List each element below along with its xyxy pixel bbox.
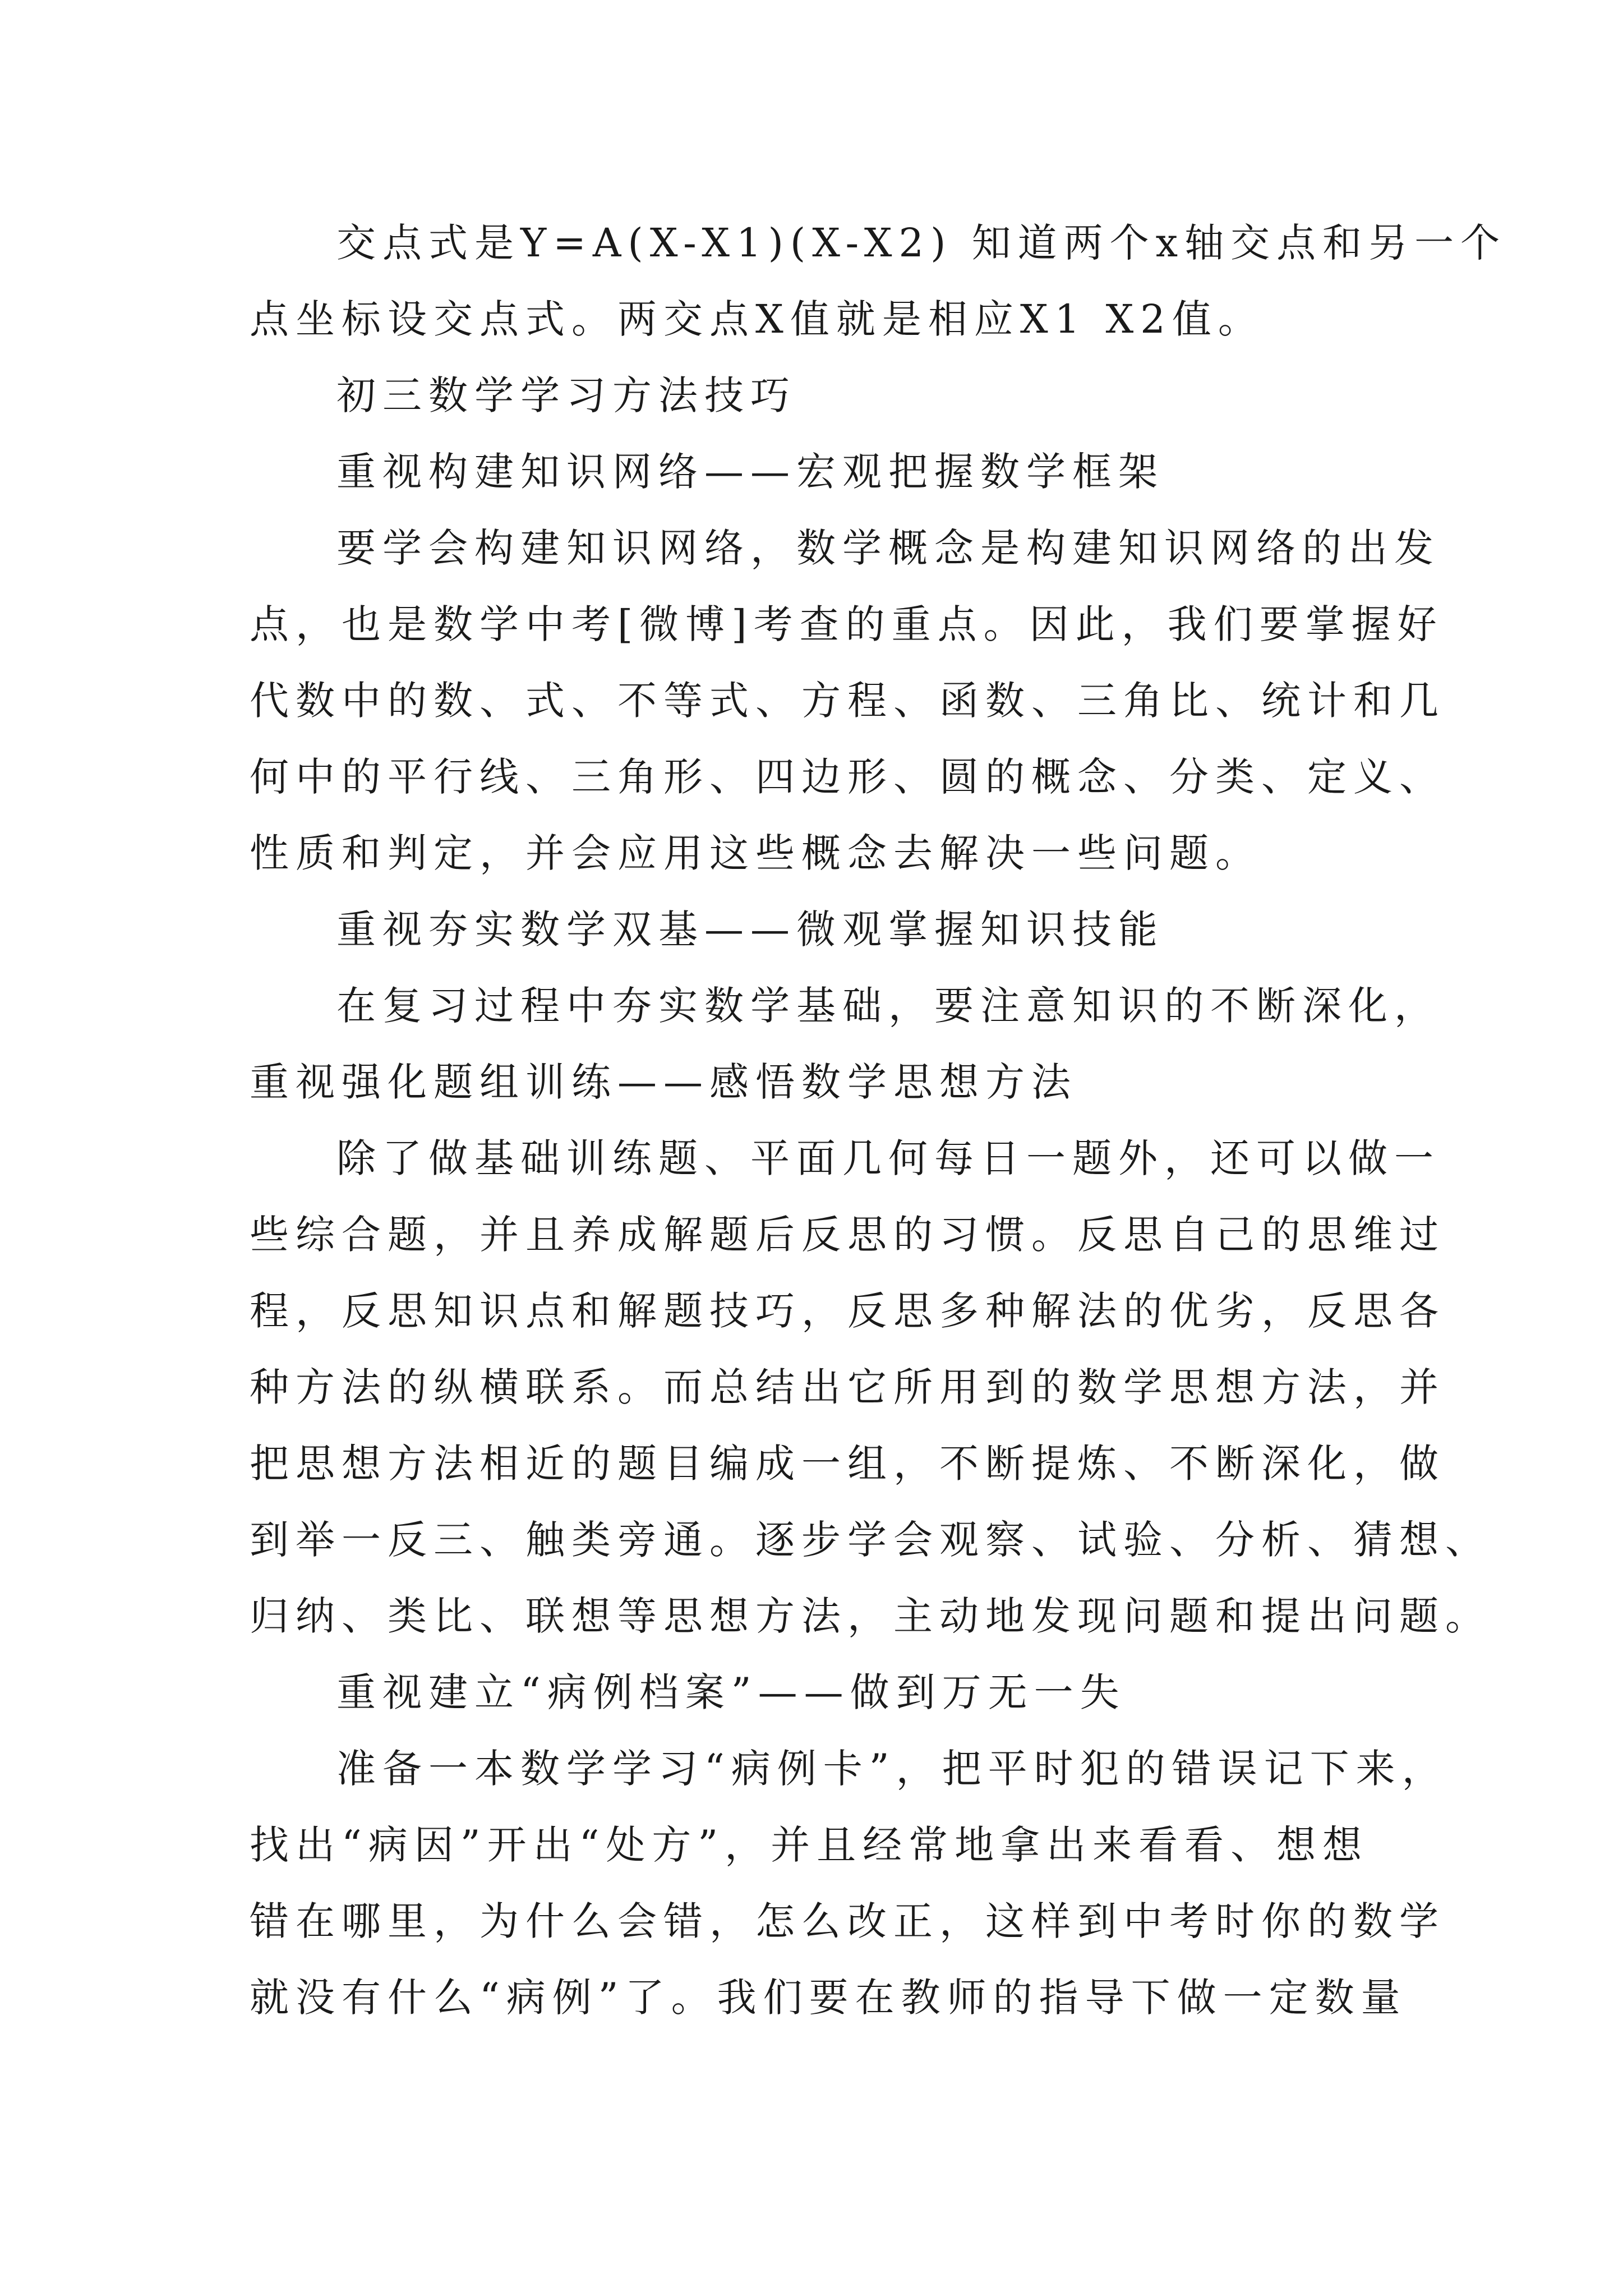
subheading: 重视建立“病例档案”——做到万无一失: [336, 1669, 1126, 1715]
text-line: 代数中的数、式、不等式、方程、函数、三角比、统计和几: [250, 678, 1445, 724]
text-line: 错在哪里，为什么会错，怎么改正，这样到中考时你的数学: [250, 1898, 1445, 1944]
text-line: 把思想方法相近的题目编成一组，不断提炼、不断深化，做: [250, 1441, 1445, 1487]
text-line: 准备一本数学学习“病例卡”，把平时犯的错误记下来，: [336, 1746, 1448, 1792]
text-line: 些综合题，并且养成解题后反思的习惯。反思自己的思维过: [250, 1212, 1445, 1258]
text-line: 点，也是数学中考[微博]考查的重点。因此，我们要掌握好: [250, 601, 1444, 647]
text-line: 到举一反三、触类旁通。逐步学会观察、试验、分析、猜想、: [250, 1517, 1491, 1563]
text-line: 点坐标设交点式。两交点X值就是相应X1 X2值。: [250, 296, 1264, 342]
text-line: 种方法的纵横联系。而总结出它所用到的数学思想方法，并: [250, 1364, 1445, 1410]
section-heading: 初三数学学习方法技巧: [336, 372, 796, 418]
text-line: 程，反思知识点和解题技巧，反思多种解法的优劣，反思各: [250, 1288, 1445, 1334]
text-line: 找出“病因”开出“处方”，并且经常地拿出来看看、想想: [250, 1822, 1369, 1868]
text-line: 归纳、类比、联想等思想方法，主动地发现问题和提出问题。: [250, 1593, 1491, 1639]
text-line: 要学会构建知识网络，数学概念是构建知识网络的出发: [336, 525, 1440, 571]
text-line: 何中的平行线、三角形、四边形、圆的概念、分类、定义、: [250, 754, 1445, 800]
subheading: 重视构建知识网络——宏观把握数学框架: [336, 449, 1164, 495]
text-line: 就没有什么“病例”了。我们要在教师的指导下做一定数量: [250, 1975, 1407, 2021]
text-line: 性质和判定，并会应用这些概念去解决一些问题。: [250, 830, 1261, 876]
subheading: 重视强化题组训练——感悟数学思想方法: [250, 1059, 1077, 1105]
text-line: 交点式是Y=A(X-X1)(X-X2) 知道两个x轴交点和另一个: [336, 220, 1507, 266]
subheading: 重视夯实数学双基——微观掌握知识技能: [336, 907, 1164, 953]
text-line: 在复习过程中夯实数学基础，要注意知识的不断深化，: [336, 983, 1440, 1029]
text-line: 除了做基础训练题、平面几何每日一题外，还可以做一: [336, 1135, 1440, 1181]
